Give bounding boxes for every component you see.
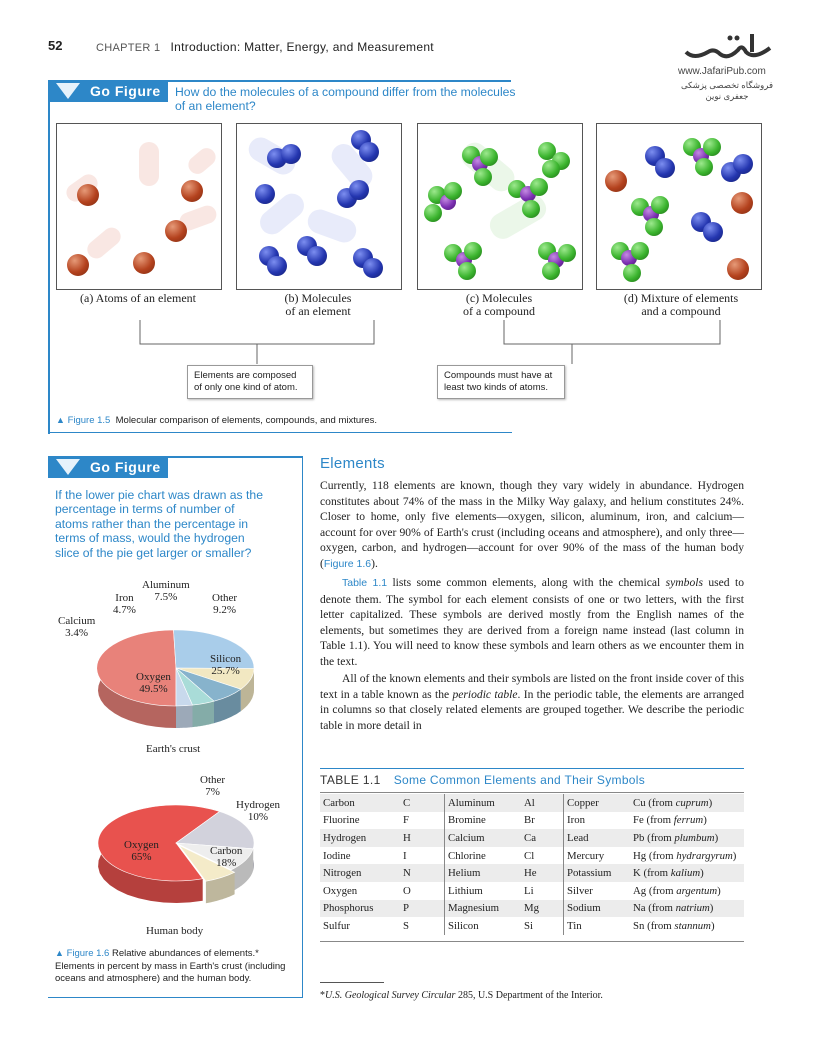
caption-d bbox=[596, 292, 766, 318]
human-body-title: Human body bbox=[146, 925, 204, 937]
label-carbon-value: 18% bbox=[216, 857, 237, 869]
table-row bbox=[320, 794, 744, 812]
table-cell: Iron bbox=[564, 812, 631, 830]
table-row bbox=[320, 917, 744, 935]
paragraph-1 bbox=[320, 478, 744, 572]
label-other-earth bbox=[212, 592, 237, 616]
p3-emphasis: periodic table bbox=[452, 687, 518, 701]
label-oxygen-human bbox=[124, 839, 159, 863]
caption-d-line2: and a compound bbox=[641, 304, 721, 318]
table-cell: Helium bbox=[445, 864, 522, 882]
panel-mixture bbox=[596, 123, 762, 290]
section-heading: Elements bbox=[320, 455, 385, 472]
table-row bbox=[320, 847, 744, 865]
sidebar-rule bbox=[168, 456, 303, 458]
atom-green bbox=[480, 148, 498, 166]
footnote-star: * bbox=[320, 990, 325, 1001]
caption-b-line1: (b) Molecules bbox=[284, 291, 352, 305]
go-figure-tab-2 bbox=[48, 456, 168, 478]
table-cell: Chlorine bbox=[445, 847, 522, 865]
label-silicon-name: Silicon bbox=[210, 653, 242, 665]
derivation-prefix: Pb (from bbox=[633, 831, 675, 844]
table-cell: Nitrogen bbox=[320, 864, 400, 882]
go-figure-question: How do the molecules of a compound differ from the molecules of an element? bbox=[175, 85, 516, 113]
atom-blue bbox=[359, 142, 379, 162]
table-cell: C bbox=[400, 794, 445, 812]
callout-compounds: Compounds must have at least two kinds of atoms. bbox=[437, 365, 565, 399]
motion-trail bbox=[84, 224, 125, 262]
table-cell: Bromine bbox=[445, 812, 522, 830]
table-row bbox=[320, 864, 744, 882]
label-other-human-value: 7% bbox=[205, 786, 220, 798]
page-number: 52 bbox=[48, 38, 63, 53]
table-cell: Carbon bbox=[320, 794, 400, 812]
table-cell: Magnesium bbox=[445, 900, 522, 918]
derivation-prefix: Hg (from bbox=[633, 849, 677, 862]
derivation-suffix: ) bbox=[703, 814, 707, 827]
elements-table bbox=[320, 794, 744, 935]
table-cell-derivation bbox=[630, 847, 744, 865]
atom-blue bbox=[733, 154, 753, 174]
label-oxygen-earth bbox=[136, 671, 171, 695]
figure-ref-link[interactable]: Figure 1.6 bbox=[323, 557, 372, 570]
table-cell: Si bbox=[524, 919, 534, 932]
p2-text-b: used to denote them. The symbol for each element consists of one or two letters, with the first letter capitalized. These symbols are derived mostly from the English names of the elements, but sometimes they are derived from a foreign name instead (last column in Table 1.1). You will need to know these symbols and learn others as we encounter them in the text. bbox=[320, 576, 744, 668]
derivation-suffix: ) bbox=[710, 919, 715, 932]
table-ref-link[interactable]: Table 1.1 bbox=[342, 577, 388, 589]
table-cell: S bbox=[403, 919, 410, 932]
table-cell-derivation bbox=[630, 829, 744, 847]
table-cell-derivation bbox=[630, 794, 744, 812]
label-silicon-value: 25.7% bbox=[211, 665, 240, 677]
atom-blue bbox=[349, 180, 369, 200]
publisher-logo bbox=[680, 30, 780, 64]
table-cell: Sulfur bbox=[323, 919, 350, 932]
table-title-text: Some Common Elements and Their Symbols bbox=[393, 773, 646, 787]
paragraph-3 bbox=[320, 671, 744, 733]
derivation-suffix: ) bbox=[714, 831, 719, 844]
caption-c bbox=[417, 292, 581, 318]
table-cell-derivation bbox=[630, 882, 744, 900]
chapter-title: Introduction: Matter, Energy, and Measurement bbox=[170, 40, 434, 54]
label-other-human-name: Other bbox=[200, 774, 226, 786]
caption-b-line2: of an element bbox=[285, 304, 351, 318]
derivation-suffix: ) bbox=[732, 849, 737, 862]
caption-c-line1: (c) Molecules bbox=[465, 291, 533, 305]
derivation-suffix: ) bbox=[717, 884, 721, 897]
table-cell: Silicon bbox=[445, 917, 522, 935]
table-cell: Oxygen bbox=[323, 884, 358, 897]
table-cell: I bbox=[403, 849, 407, 862]
atom-green bbox=[703, 138, 721, 156]
caret-up-icon: ▲ bbox=[55, 948, 64, 958]
table-cell-derivation bbox=[630, 812, 744, 830]
table-cell: Phosphorus bbox=[320, 900, 400, 918]
sidebar-right-rule bbox=[302, 456, 303, 998]
pie-slice-side bbox=[193, 701, 215, 727]
label-calcium-value: 3.4% bbox=[65, 627, 89, 639]
atom-blue bbox=[655, 158, 675, 178]
label-other-value: 9.2% bbox=[213, 604, 236, 616]
derivation-suffix: ) bbox=[700, 867, 704, 880]
p1-text: Currently, 118 elements are known, though they vary widely in abundance. Hydrogen constitutes about 74% of the mass in the Milky Way galaxy, and helium constitutes 24%. Closer to home, only five elements—oxygen, silicon, aluminum, iron, and calcium—account for over 90% of Earth's crust (including oceans and atmosphere), and only three—oxygen, carbon, and hydrogen—account for over 90% of the mass of the human body ( bbox=[320, 479, 744, 570]
label-carbon bbox=[210, 845, 242, 869]
go-figure-tab-1 bbox=[48, 80, 168, 102]
derivation-prefix: Cu (from bbox=[633, 796, 676, 809]
caption-d-line1: (d) Mixture of elements bbox=[623, 291, 739, 305]
table-row bbox=[320, 882, 744, 900]
callout-elements: Elements are composed of only one kind of atom. bbox=[187, 365, 313, 399]
atom-red bbox=[731, 192, 753, 214]
latin-name: ferrum bbox=[673, 814, 704, 827]
p2-text-a: lists some common elements, along with the chemical bbox=[387, 576, 666, 589]
atom-green bbox=[424, 204, 442, 222]
table-cell: Al bbox=[521, 794, 564, 812]
table-title-rule bbox=[320, 792, 744, 793]
table-cell: Mg bbox=[521, 900, 564, 918]
table-row bbox=[320, 812, 744, 830]
table-cell: Lithium bbox=[445, 882, 522, 900]
latin-name: argentum bbox=[676, 884, 718, 897]
earth-crust-pie-chart bbox=[90, 620, 270, 740]
atom-green bbox=[542, 160, 560, 178]
atom-green bbox=[695, 158, 713, 176]
p1-end: ). bbox=[371, 556, 378, 570]
atom-red bbox=[165, 220, 187, 242]
atom-green bbox=[558, 244, 576, 262]
motion-trail bbox=[185, 144, 220, 177]
label-iron bbox=[113, 592, 136, 616]
table-cell: Cl bbox=[524, 849, 535, 862]
table-cell: Aluminum bbox=[445, 794, 522, 812]
atom-green bbox=[631, 242, 649, 260]
figure-1-6-caption bbox=[55, 947, 295, 986]
label-other-name: Other bbox=[212, 592, 238, 604]
table-cell: He bbox=[521, 864, 564, 882]
table-cell: Sodium bbox=[564, 900, 631, 918]
table-cell: N bbox=[400, 864, 445, 882]
label-hydrogen-name: Hydrogen bbox=[236, 799, 280, 811]
publisher-watermark bbox=[676, 30, 786, 100]
table-cell-derivation bbox=[630, 917, 744, 935]
atom-red bbox=[77, 184, 99, 206]
atom-red bbox=[727, 258, 749, 280]
figure-caption-text: Molecular comparison of elements, compounds, and mixtures. bbox=[115, 415, 377, 426]
label-aluminum bbox=[142, 579, 190, 603]
panel-molecules-of-element bbox=[236, 123, 402, 290]
figure-bottom-rule bbox=[48, 432, 512, 433]
label-silicon bbox=[210, 653, 241, 677]
watermark-url: www.JafariPub.com bbox=[678, 66, 766, 77]
label-oxygen-name: Oxygen bbox=[136, 671, 171, 683]
panel-atoms-of-element bbox=[56, 123, 222, 290]
label-aluminum-name: Aluminum bbox=[142, 579, 190, 591]
go-figure-icon bbox=[56, 83, 80, 99]
table-top-rule bbox=[320, 768, 744, 769]
derivation-prefix: Fe (from bbox=[633, 814, 674, 827]
label-iron-value: 4.7% bbox=[113, 604, 136, 616]
figure-rule bbox=[168, 80, 511, 82]
earth-crust-title: Earth's crust bbox=[146, 743, 201, 755]
atom-red bbox=[181, 180, 203, 202]
latin-name: kalium bbox=[670, 867, 701, 880]
go-figure-label: Go Figure bbox=[90, 459, 161, 475]
label-oxygen-human-name: Oxygen bbox=[124, 839, 159, 851]
caret-up-icon: ▲ bbox=[56, 415, 65, 425]
label-hydrogen-value: 10% bbox=[247, 811, 269, 823]
atom-blue bbox=[267, 256, 287, 276]
label-oxygen-human-value: 65% bbox=[131, 851, 152, 863]
latin-name: cuprum bbox=[675, 796, 709, 809]
figure-caption-text: Relative abundances of elements.* Elements in percent by mass in Earth's crust (including oceans and atmosphere) and the human body. bbox=[55, 948, 286, 984]
table-title bbox=[320, 773, 645, 788]
go-figure-label: Go Figure bbox=[90, 83, 161, 99]
table-cell: Lead bbox=[564, 829, 631, 847]
footnote bbox=[320, 990, 603, 1001]
atom-red bbox=[133, 252, 155, 274]
atom-green bbox=[651, 196, 669, 214]
label-other-human bbox=[200, 774, 225, 798]
atom-green bbox=[530, 178, 548, 196]
latin-name: natrium bbox=[675, 902, 710, 915]
atom-green bbox=[464, 242, 482, 260]
table-row bbox=[320, 829, 744, 847]
latin-name: plumbum bbox=[674, 831, 715, 844]
table-cell: Tin bbox=[564, 917, 631, 935]
table-cell: F bbox=[403, 814, 410, 827]
atom-blue bbox=[703, 222, 723, 242]
figure-1-5-caption bbox=[56, 415, 377, 426]
table-cell: P bbox=[400, 900, 445, 918]
go-figure-icon bbox=[56, 459, 80, 475]
footnote-em: U.S. Geological Survey Circular bbox=[325, 990, 456, 1001]
table-cell: Hydrogen bbox=[320, 829, 400, 847]
figure-label: Figure 1.5 bbox=[67, 415, 111, 426]
table-cell: Copper bbox=[564, 794, 631, 812]
derivation-suffix: ) bbox=[708, 796, 713, 809]
footnote-rest: 285, U.S Department of the Interior. bbox=[455, 990, 603, 1001]
figure-left-rule bbox=[48, 80, 50, 434]
atom-green bbox=[542, 262, 560, 280]
atom-red bbox=[67, 254, 89, 276]
p3-text-b: . In the periodic table, the elements are arranged in columns so that closely related elements are grouped together. We describe the periodic table in more detail in bbox=[320, 687, 744, 732]
atom-green bbox=[522, 200, 540, 218]
paragraph-2 bbox=[320, 575, 744, 669]
table-cell: Li bbox=[524, 884, 534, 897]
atom-green bbox=[645, 218, 663, 236]
label-oxygen-value: 49.5% bbox=[139, 683, 168, 695]
latin-name: stannum bbox=[674, 919, 711, 932]
atom-green bbox=[623, 264, 641, 282]
motion-trail bbox=[139, 142, 159, 186]
caption-a-line1: (a) Atoms of an element bbox=[80, 291, 196, 305]
label-aluminum-value: 7.5% bbox=[154, 591, 178, 603]
table-cell-derivation bbox=[630, 900, 744, 918]
table-number: TABLE 1.1 bbox=[320, 773, 381, 787]
atom-blue bbox=[281, 144, 301, 164]
label-calcium-name: Calcium bbox=[58, 615, 96, 627]
table-cell: O bbox=[403, 884, 411, 897]
latin-name: hydrargyrum bbox=[676, 849, 733, 862]
motion-trail bbox=[486, 191, 551, 244]
watermark-persian: فروشگاه تخصصی پزشکی جعفری نوین bbox=[680, 80, 774, 101]
derivation-prefix: Ag (from bbox=[633, 884, 677, 897]
derivation-prefix: Na (from bbox=[633, 902, 676, 915]
footnote-rule bbox=[320, 982, 384, 983]
table-row bbox=[320, 900, 744, 918]
table-cell: Br bbox=[524, 814, 535, 827]
caption-c-line2: of a compound bbox=[463, 304, 535, 318]
atom-red bbox=[605, 170, 627, 192]
table-cell: Silver bbox=[564, 882, 631, 900]
panel-molecules-of-compound bbox=[417, 123, 583, 290]
table-cell: Iodine bbox=[323, 849, 351, 862]
go-figure-question-2: If the lower pie chart was drawn as the percentage in terms of number of atoms rather than the percentage in terms of mass, would the hydrogen slice of the pie get larger or smaller? bbox=[55, 488, 263, 560]
atom-blue bbox=[363, 258, 383, 278]
callout-connectors bbox=[130, 318, 730, 368]
caption-a bbox=[56, 292, 220, 305]
table-cell: H bbox=[400, 829, 445, 847]
figure-label: Figure 1.6 bbox=[66, 948, 110, 959]
label-carbon-name: Carbon bbox=[210, 845, 243, 857]
table-cell: Calcium bbox=[445, 829, 522, 847]
atom-blue bbox=[255, 184, 275, 204]
derivation-prefix: K (from bbox=[633, 867, 671, 880]
table-cell: Fluorine bbox=[323, 814, 360, 827]
sidebar-bottom-rule bbox=[48, 997, 303, 998]
table-cell: Potassium bbox=[564, 864, 631, 882]
table-cell: Mercury bbox=[564, 847, 631, 865]
pie-slice-side bbox=[176, 705, 193, 728]
table-bottom-rule bbox=[320, 941, 744, 942]
p3-text-a: All of the known elements and their symbols are listed on the front inside cover of this text in a table known as the bbox=[320, 672, 744, 701]
atom-green bbox=[458, 262, 476, 280]
label-hydrogen bbox=[236, 799, 280, 823]
derivation-prefix: Sn (from bbox=[633, 919, 675, 932]
atom-blue bbox=[307, 246, 327, 266]
running-header bbox=[96, 40, 434, 54]
table-cell: Ca bbox=[521, 829, 564, 847]
p2-emphasis: symbols bbox=[665, 576, 703, 589]
label-iron-name: Iron bbox=[115, 592, 134, 604]
derivation-suffix: ) bbox=[709, 902, 714, 915]
table-cell-derivation bbox=[630, 864, 744, 882]
atom-green bbox=[474, 168, 492, 186]
caption-b bbox=[236, 292, 400, 318]
atom-green bbox=[444, 182, 462, 200]
chapter-label: CHAPTER 1 bbox=[96, 42, 161, 54]
label-calcium bbox=[58, 615, 95, 639]
